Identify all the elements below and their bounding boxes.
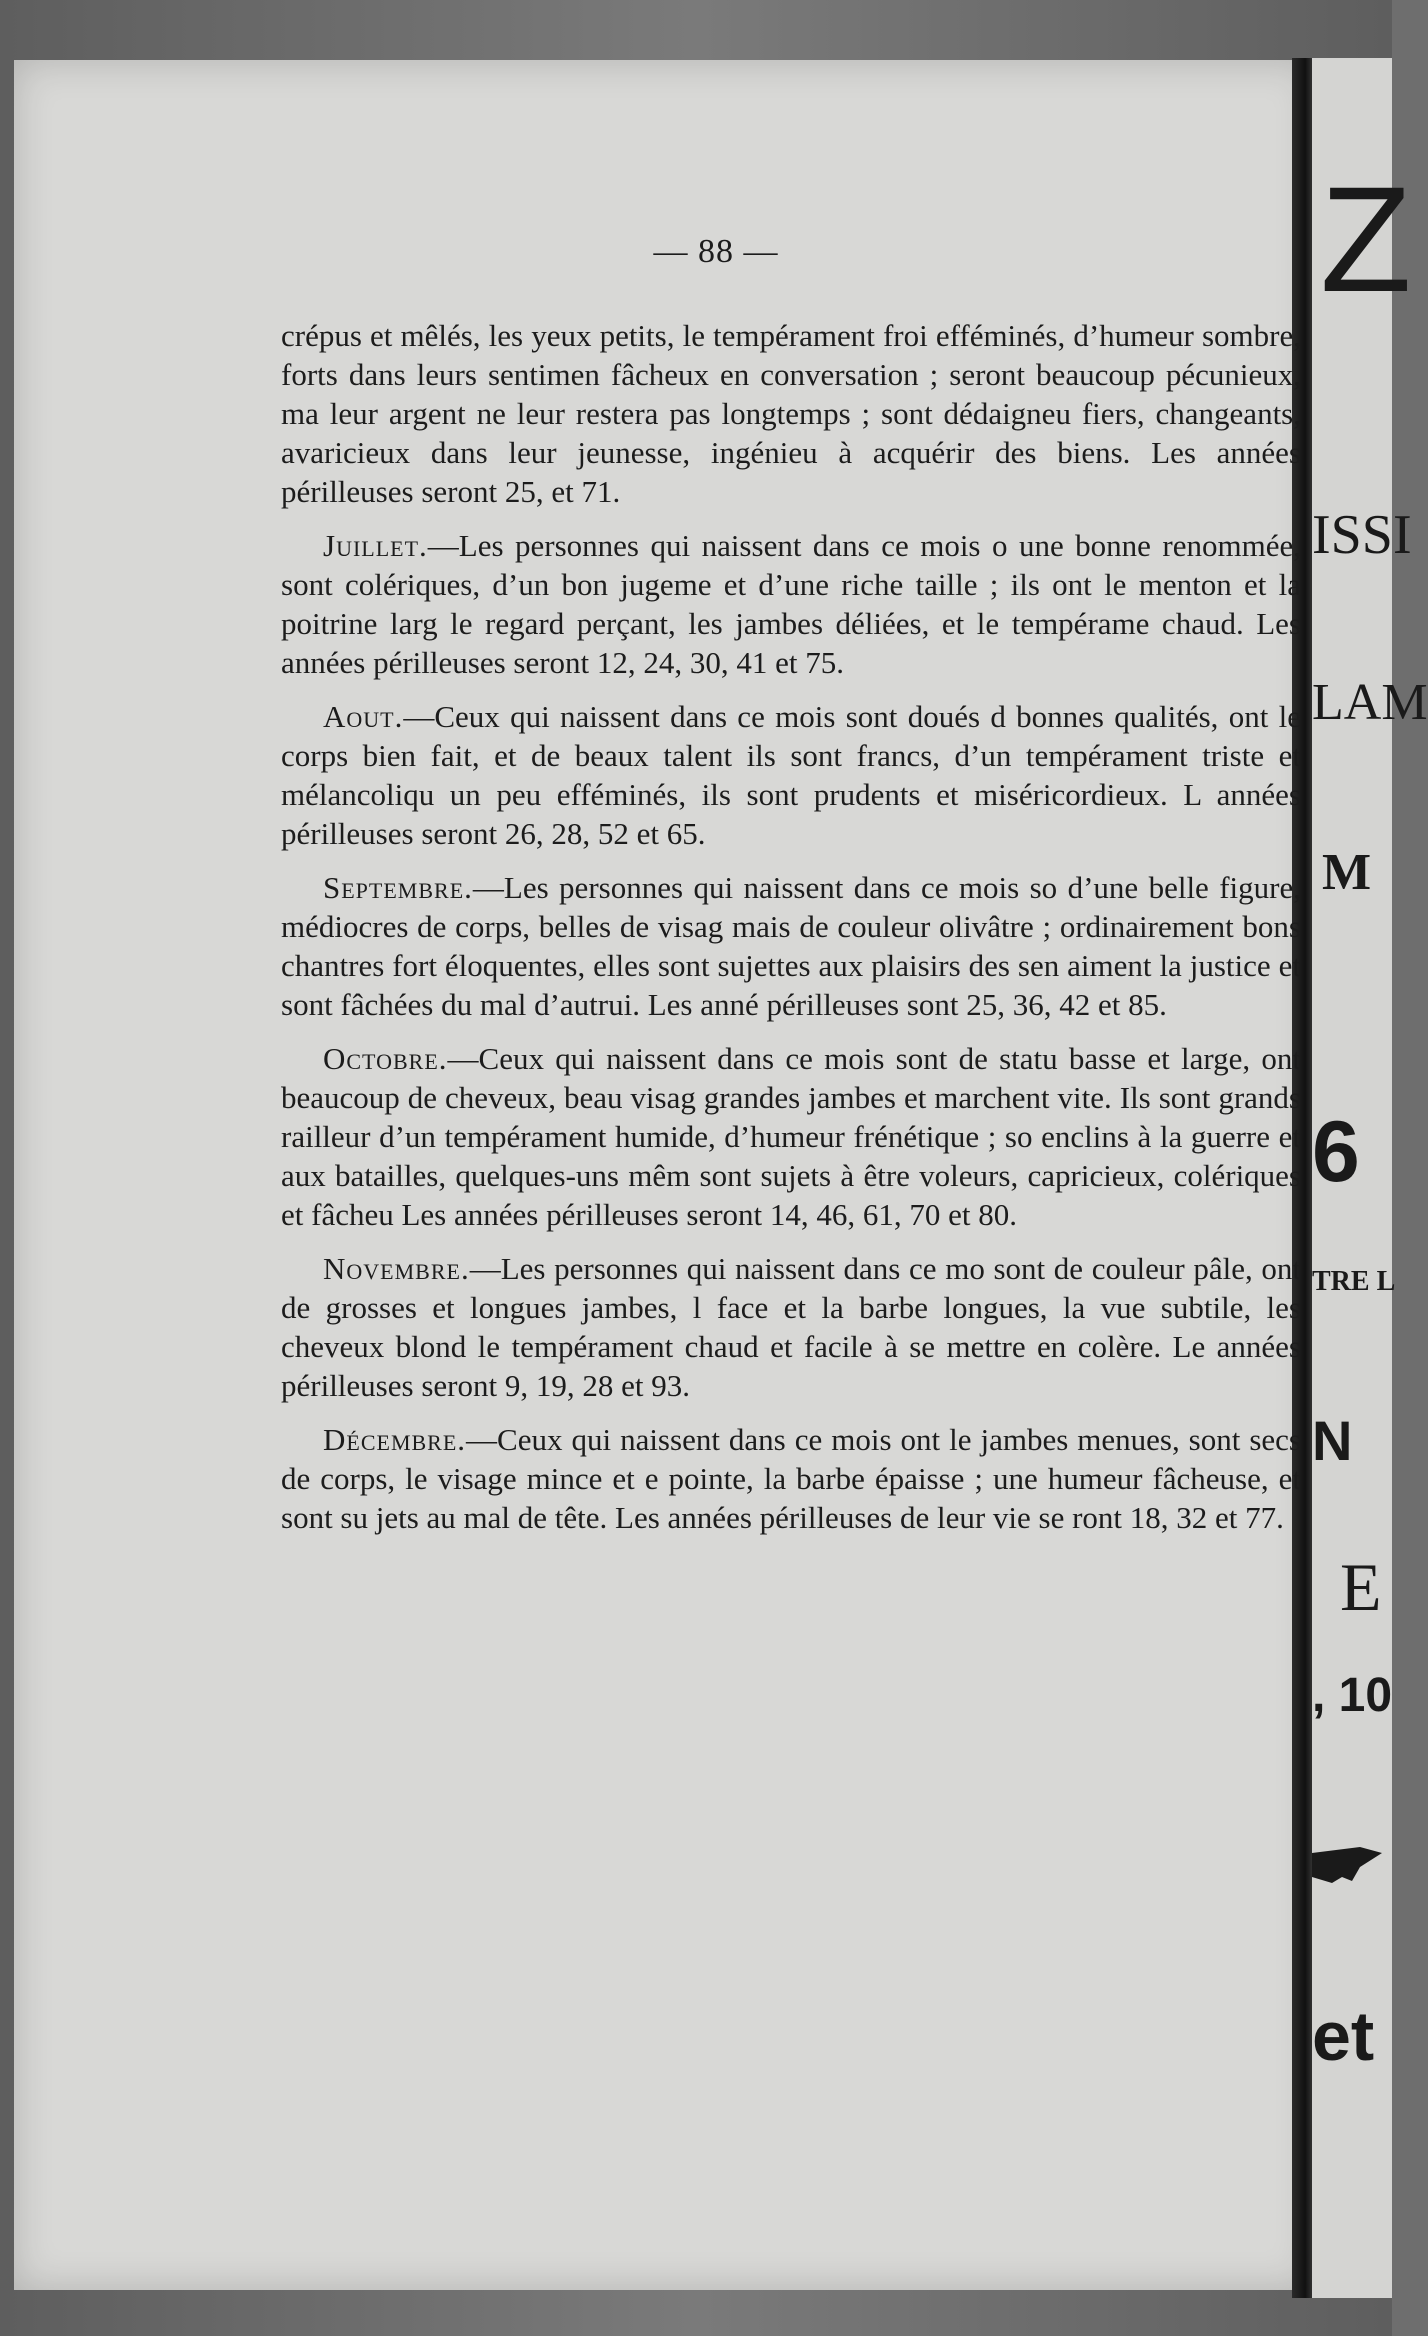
- page-text: [281, 232, 1301, 1552]
- month-heading: Décembre.: [323, 1422, 467, 1457]
- adjacent-fragment: M: [1322, 844, 1372, 901]
- adjacent-fragment: E: [1340, 1549, 1382, 1625]
- paragraph-october: [281, 1039, 1301, 1234]
- paragraph-december: [281, 1420, 1301, 1537]
- month-heading: Septembre.: [323, 870, 473, 905]
- paragraph-text: —Ceux qui naissent dans ce mois ont le jambes menues, sont secs de corps, le visage mince et e pointe, la barbe épaisse ; une humeur fâcheuse, et sont su jets au mal de tête. Les années périlleuses de leur vie se ront 18, 32 et 77.: [281, 1422, 1301, 1535]
- paragraph-september: [281, 868, 1301, 1024]
- adjacent-fragment: , 10: [1312, 1669, 1393, 1722]
- month-heading: Novembre.: [323, 1251, 470, 1286]
- month-heading: Aout.: [323, 699, 404, 734]
- month-heading: Octobre.: [323, 1041, 448, 1076]
- paragraph-continuation: [281, 316, 1301, 511]
- paragraph-text: —Les personnes qui naissent dans ce mois o une bonne renommée, sont colériques, d’un bon jugeme et d’une riche taille ; ils ont le menton et la poitrine larg le regard perçant, les jambes déliées, et le tempérame chaud. Les années périlleuses seront 12, 24, 30, 41 et 75.: [281, 528, 1301, 680]
- pointing-hand-icon: [1312, 1833, 1392, 1893]
- month-heading: Juillet.: [323, 528, 428, 563]
- paragraph-text: —Ceux qui naissent dans ce mois sont doués d bonnes qualités, ont le corps bien fait, et de beaux talent ils sont francs, d’un tempérament triste et mélancoliqu un peu efféminés, ils sont prudents et miséricordieux. L années périlleuses seront 26, 28, 52 et 65.: [281, 699, 1301, 851]
- paragraph-text: —Les personnes qui naissent dans ce mois so d’une belle figure, médiocres de corps, belles de visag mais de couleur olivâtre ; ordinairement bons chantres fort éloquentes, elles sont sujettes aux plaisirs des sen aiment la justice et sont fâchées du mal d’autrui. Les anné périlleuses sont 25, 36, 42 et 85.: [281, 870, 1301, 1022]
- paragraph-july: [281, 526, 1301, 682]
- adjacent-fragment: et: [1312, 1997, 1375, 2075]
- adjacent-fragment: N: [1312, 1409, 1353, 1472]
- adjacent-page: [1312, 58, 1428, 2298]
- adjacent-fragment: ISSI: [1312, 504, 1412, 566]
- adjacent-fragment: 6: [1312, 1104, 1360, 1200]
- paragraph-text: —Ceux qui naissent dans ce mois sont de statu basse et large, ont beaucoup de cheveux, beau visag grandes jambes et marchent vite. Ils sont grands railleur d’un tempérament humide, d’humeur frénétique ; so enclins à la guerre et aux batailles, quelques-uns mêm sont sujets à être voleurs, capricieux, colériques et fâcheu Les années périlleuses seront 14, 46, 61, 70 et 80.: [281, 1041, 1301, 1232]
- paragraph-text: crépus et mêlés, les yeux petits, le tempérament froi efféminés, d’humeur sombre, forts dans leurs sentimen fâcheux en conversation ; seront beaucoup pécunieux, ma leur argent ne leur restera pas longtemps ; sont dédaigneu fiers, changeants, avaricieux dans leur jeunesse, ingénieu à acquérir des biens. Les années périlleuses seront 25, et 71.: [281, 318, 1301, 509]
- paragraph-november: [281, 1249, 1301, 1405]
- paragraph-august: [281, 697, 1301, 853]
- adjacent-fragment: Z: [1320, 155, 1412, 323]
- adjacent-fragment: LAM: [1312, 674, 1428, 731]
- adjacent-fragment: TRE L: [1312, 1266, 1396, 1297]
- page-number: — 88 —: [653, 233, 779, 270]
- paragraph-text: —Les personnes qui naissent dans ce mo sont de couleur pâle, ont de grosses et longues jambes, l face et la barbe longues, la vue subtile, les cheveux blond le tempérament chaud et facile à se mettre en colère. Le années périlleuses seront 9, 19, 28 et 93.: [281, 1251, 1301, 1403]
